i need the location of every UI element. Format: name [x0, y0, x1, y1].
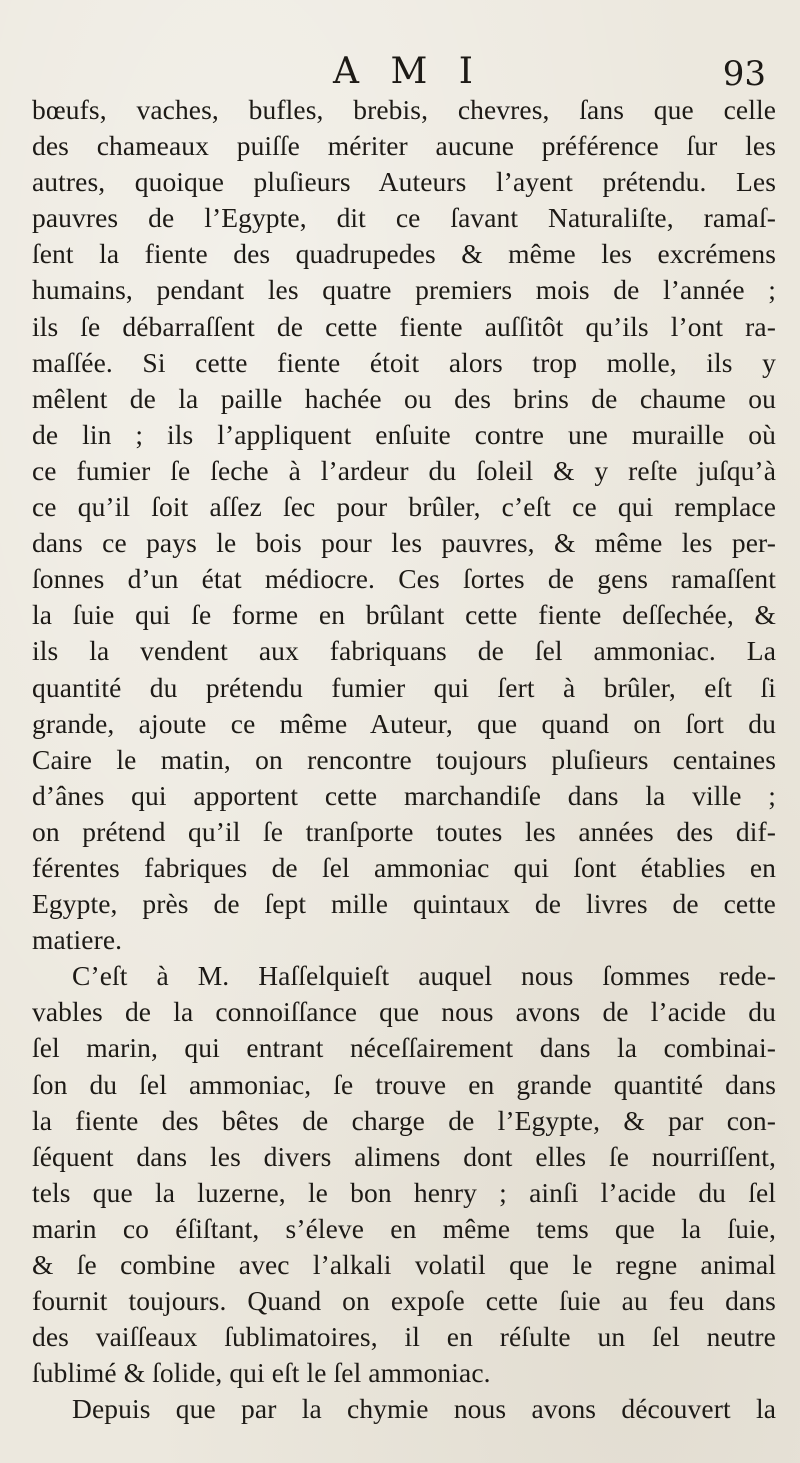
text-line: de lin ; ils l’appliquent enſuite contre une muraille où [32, 418, 776, 450]
text-line: fournit toujours. Quand on expoſe cette ſuie au feu dans [32, 1285, 776, 1317]
text-line: ce fumier ſe ſeche à l’ardeur du ſoleil & y reſte juſqu’à [32, 454, 776, 486]
text-line: vables de la connoiſſance que nous avons de l’acide du [32, 996, 776, 1028]
text-line: marin co éſiſtant, s’éleve en même tems que la ſuie, [32, 1212, 776, 1244]
paragraph-end-line: matiere. [32, 924, 123, 956]
text-line: grande, ajoute ce même Auteur, que quand on ſort du [32, 707, 776, 739]
text-line: la fiente des bêtes de charge de l’Egypte, & par con- [32, 1104, 776, 1136]
text-line: quantité du prétendu fumier qui ſert à brûler, eſt ſi [32, 671, 776, 703]
text-line: la ſuie qui ſe forme en brûlant cette fiente deſſechée, & [32, 599, 776, 631]
page-number: 93 [722, 54, 766, 94]
text-line: humains, pendant les quatre premiers mois de l’année ; [32, 274, 776, 306]
text-line: ce qu’il ſoit aſſez ſec pour brûler, c’eſt ce qui remplace [32, 491, 776, 523]
paragraph-end-line: ſublimé & ſolide, qui eſt le ſel ammoniac. [32, 1357, 491, 1389]
text-line: ſéquent dans les divers alimens dont elles ſe nourriſſent, [32, 1140, 776, 1172]
text-line: ſel marin, qui entrant néceſſairement dans la combinai- [32, 1032, 776, 1064]
text-line: ſent la fiente des quadrupedes & même les excrémens [32, 238, 776, 270]
text-line: bœufs, vaches, bufles, brebis, chevres, ſans que celle [32, 94, 776, 125]
text-line: dans ce pays le bois pour les pauvres, & même les per- [32, 527, 776, 559]
text-line: des vaiſſeaux ſublimatoires, il en réſulte un ſel neutre [32, 1321, 776, 1353]
text-line: Caire le matin, on rencontre toujours pluſieurs centaines [32, 743, 776, 775]
text-line: tels que la luzerne, le bon henry ; ainſi l’acide du ſel [32, 1176, 776, 1208]
paragraph-start-line: Depuis que par la chymie nous avons découvert la [72, 1393, 776, 1425]
text-line: ſonnes d’un état médiocre. Ces ſortes de gens ramaſſent [32, 563, 776, 595]
text-line: autres, quoique pluſieurs Auteurs l’ayent prétendu. Les [32, 166, 776, 198]
paragraph-start-line: C’eſt à M. Haſſelquieſt auquel nous ſommes rede- [72, 960, 776, 992]
text-line: pauvres de l’Egypte, dit ce ſavant Naturaliſte, ramaſ- [32, 202, 776, 234]
text-line: ils ſe débarraſſent de cette fiente auſſitôt qu’ils l’ont ra- [32, 310, 776, 342]
text-line: Egypte, près de ſept mille quintaux de livres de cette [32, 888, 776, 920]
running-head-title: A M I [333, 51, 483, 92]
text-line: ils la vendent aux fabriquans de ſel ammoniac. La [32, 635, 776, 667]
text-line: & ſe combine avec l’alkali volatil que le regne animal [32, 1249, 776, 1280]
text-line: férentes fabriques de ſel ammoniac qui ſont établies en [32, 851, 776, 883]
text-line: maſſée. Si cette fiente étoit alors trop molle, ils y [32, 346, 776, 378]
text-line: d’ânes qui apportent cette marchandiſe dans la ville ; [32, 779, 776, 811]
body-text [32, 92, 776, 1427]
text-line: mêlent de la paille hachée ou des brins de chaume ou [32, 382, 776, 414]
text-line: des chameaux puiſſe mériter aucune préférence ſur les [32, 130, 776, 162]
text-line: on prétend qu’il ſe tranſporte toutes les années des dif- [32, 815, 776, 847]
text-line: ſon du ſel ammoniac, ſe trouve en grande quantité dans [32, 1068, 776, 1100]
